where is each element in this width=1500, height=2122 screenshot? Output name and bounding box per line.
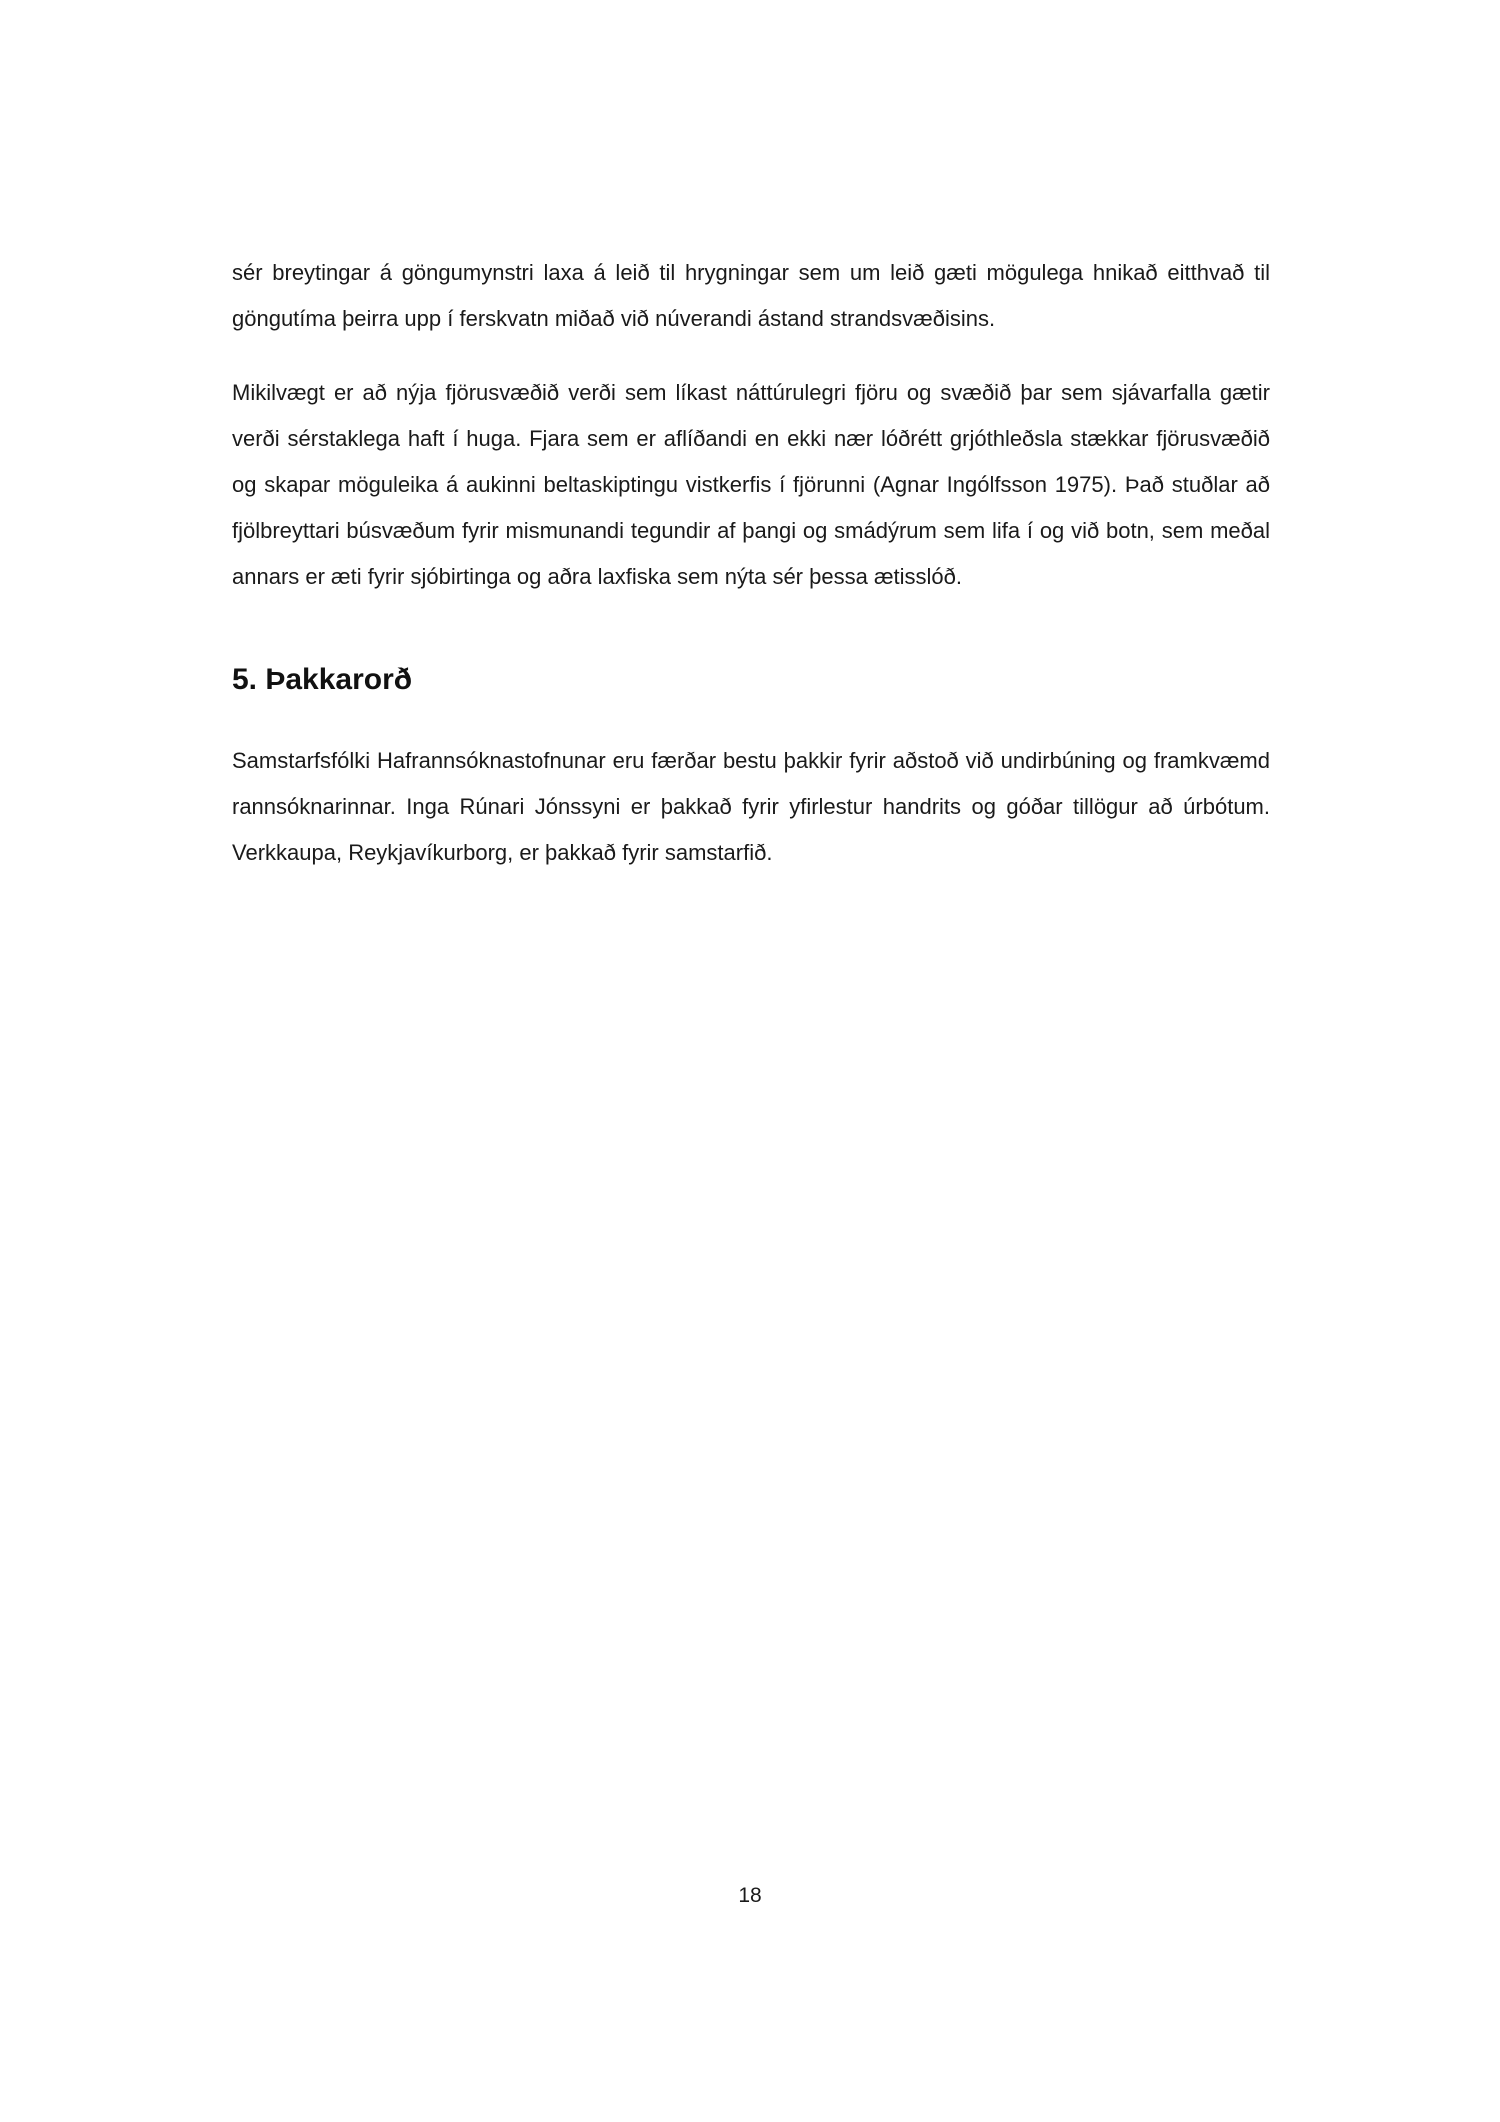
page-number: 18 xyxy=(738,1884,762,1907)
page-content xyxy=(232,250,1270,904)
body-paragraph-2: Mikilvægt er að nýja fjörusvæðið verði sem líkast náttúrulegri fjöru og svæðið þar sem sjávarfalla gætir verði sérstaklega haft í huga. Fjara sem er aflíðandi en ekki nær lóðrétt grjóthleðsla stækkar fjörusvæðið og skapar möguleika á aukinni beltaskiptingu vistkerfis í fjörunni (Agnar Ingólfsson 1975). Það stuðlar að fjölbreyttari búsvæðum fyrir mismunandi tegundir af þangi og smádýrum sem lifa í og við botn, sem meðal annars er æti fyrir sjóbirtinga og aðra laxfiska sem nýta sér þessa ætisslóð. xyxy=(232,380,1270,589)
body-paragraph-1: sér breytingar á göngumynstri laxa á leið til hrygningar sem um leið gæti mögulega hnikað eitthvað til göngutíma þeirra upp í ferskvatn miðað við núverandi ástand strandsvæðisins. xyxy=(232,260,1270,331)
section-heading-thakkarord: 5. Þakkarorð xyxy=(232,663,413,696)
body-paragraph-3: Samstarfsfólki Hafrannsóknastofnunar eru færðar bestu þakkir fyrir aðstoð við undirbúning og framkvæmd rannsóknarinnar. Inga Rúnari Jónssyni er þakkað fyrir yfirlestur handrits og góðar tillögur að úrbótum. Verkkaupa, Reykjavíkurborg, er þakkað fyrir samstarfið. xyxy=(232,748,1270,865)
